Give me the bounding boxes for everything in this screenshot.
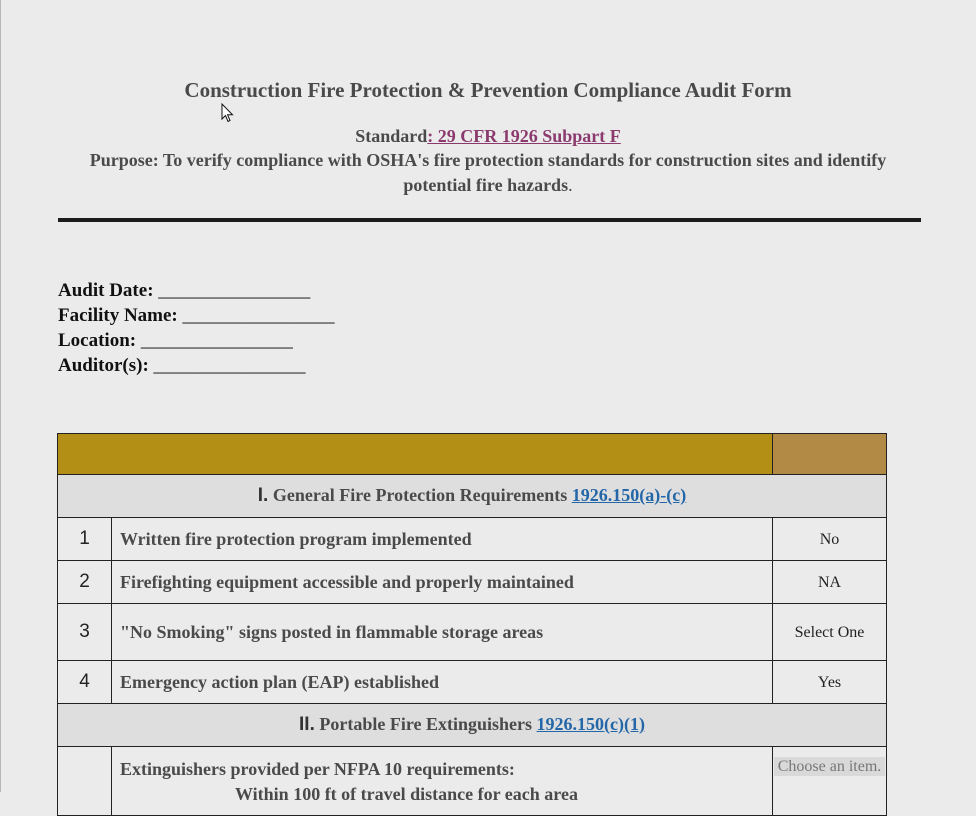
response-dropdown[interactable] <box>773 747 887 816</box>
table-row <box>58 518 887 561</box>
mouse-cursor-icon <box>221 103 235 123</box>
response-dropdown[interactable]: Select One <box>773 604 887 661</box>
section-ref-link[interactable]: 1926.150(a)-(c) <box>571 485 687 505</box>
table-header-row <box>58 434 887 475</box>
table-row <box>58 661 887 704</box>
section-row-extinguishers <box>58 704 887 747</box>
form-title: Construction Fire Protection & Prevention Compliance Audit Form <box>184 78 792 102</box>
choose-item-placeholder[interactable]: Choose an item. <box>774 757 886 776</box>
standard-link[interactable]: : 29 CFR 1926 Subpart F <box>427 126 621 146</box>
standard-line <box>0 126 976 147</box>
section-title: General Fire Protection Requirements <box>272 485 568 505</box>
location-label: Location: <box>58 330 137 351</box>
row-number: 3 <box>58 604 112 661</box>
standard-label: Standard <box>355 126 428 146</box>
section-row-general <box>58 475 887 518</box>
table-header-main <box>58 434 773 475</box>
location-field[interactable] <box>58 328 335 353</box>
purpose-body: Purpose: To verify compliance with OSHA's fire protection standards for construction sites and identify potential fire hazards <box>89 150 887 195</box>
audit-info-fields <box>58 278 335 378</box>
row-description-sub: Within 100 ft of travel distance for each area <box>235 784 578 804</box>
audit-table <box>57 433 887 816</box>
purpose-text <box>60 148 916 198</box>
row-description: Written fire protection program implemented <box>112 518 773 561</box>
section-roman: II. <box>299 714 315 735</box>
row-number <box>58 747 112 816</box>
section-header <box>58 704 887 747</box>
row-description: "No Smoking" signs posted in flammable storage areas <box>112 604 773 661</box>
table-row <box>58 561 887 604</box>
row-description-main: Extinguishers provided per NFPA 10 requirements: <box>120 759 515 779</box>
row-number: 4 <box>58 661 112 704</box>
row-description <box>112 747 773 816</box>
facility-name-field[interactable] <box>58 303 335 328</box>
row-number: 1 <box>58 518 112 561</box>
row-description: Firefighting equipment accessible and properly maintained <box>112 561 773 604</box>
response-dropdown[interactable]: NA <box>773 561 887 604</box>
location-blank[interactable]: ________________ <box>140 330 293 351</box>
audit-date-label: Audit Date: <box>58 280 154 301</box>
facility-name-blank[interactable]: ________________ <box>182 305 335 326</box>
page-edge <box>0 0 1 792</box>
auditors-field[interactable] <box>58 353 335 378</box>
section-roman: I. <box>257 485 269 506</box>
section-ref-link[interactable]: 1926.150(c)(1) <box>536 714 645 734</box>
header-divider <box>58 218 921 222</box>
row-description: Emergency action plan (EAP) established <box>112 661 773 704</box>
audit-date-field[interactable] <box>58 278 335 303</box>
section-header <box>58 475 887 518</box>
facility-name-label: Facility Name: <box>58 305 178 326</box>
table-row <box>58 747 887 816</box>
auditors-blank[interactable]: ________________ <box>153 355 306 376</box>
purpose-end: . <box>568 175 573 195</box>
response-dropdown[interactable]: Yes <box>773 661 887 704</box>
table-header-side <box>773 434 887 475</box>
table-row <box>58 604 887 661</box>
response-dropdown[interactable]: No <box>773 518 887 561</box>
auditors-label: Auditor(s): <box>58 355 149 376</box>
audit-date-blank[interactable]: ________________ <box>158 280 311 301</box>
row-number: 2 <box>58 561 112 604</box>
section-title: Portable Fire Extinguishers <box>319 714 533 734</box>
